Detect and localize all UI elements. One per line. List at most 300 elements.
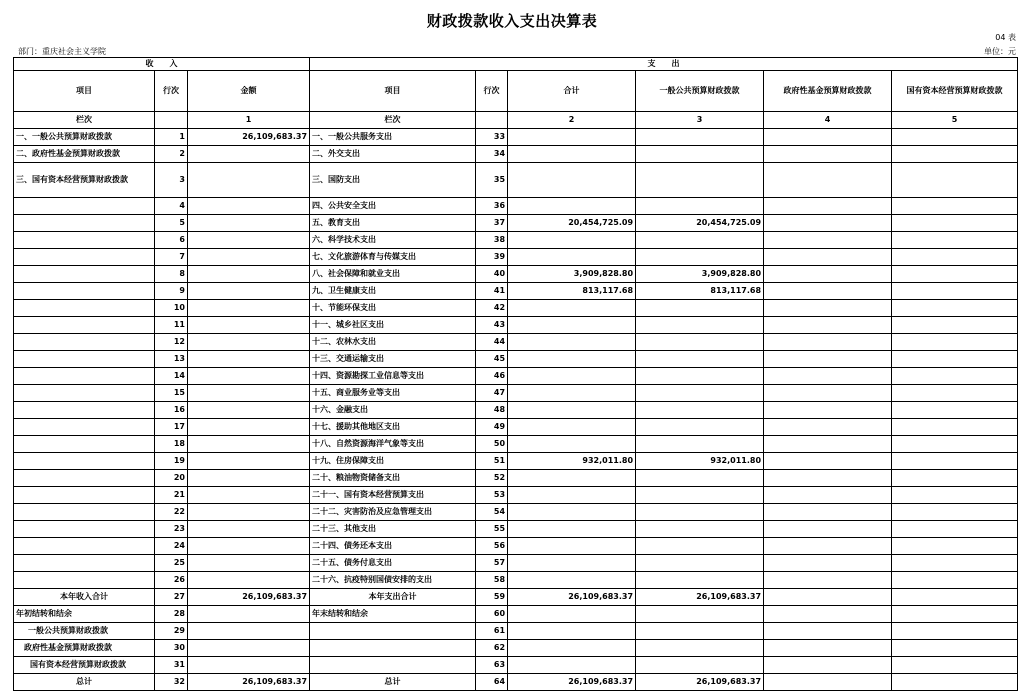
amount-cell [892,419,1018,436]
row-number: 55 [476,521,508,538]
budget-table [13,57,1018,691]
amount-cell [764,129,892,146]
row-number: 24 [155,538,188,555]
table-row [14,266,1018,283]
income-item [14,266,155,283]
row-number: 27 [155,589,188,606]
row-number: 16 [155,402,188,419]
unit-label: 单位：元 [984,47,1016,56]
row-number: 28 [155,606,188,623]
expense-item: 二十五、债务付息支出 [310,555,476,572]
income-item: 二、政府性基金预算财政拨款 [14,146,155,163]
income-item [14,317,155,334]
amount-cell [636,487,764,504]
row-number: 39 [476,249,508,266]
amount-cell [764,317,892,334]
amount-cell [764,521,892,538]
header-row-no: 行次 [155,71,188,112]
amount-cell [508,487,636,504]
income-item [14,453,155,470]
table-row [14,538,1018,555]
row-number: 38 [476,232,508,249]
expense-item: 十三、交通运输支出 [310,351,476,368]
row-number: 50 [476,436,508,453]
row-number: 7 [155,249,188,266]
expense-item: 十、节能环保支出 [310,300,476,317]
amount-cell [764,249,892,266]
amount-cell [636,572,764,589]
summary-label: 本年收入合计 [14,589,155,606]
income-item [14,555,155,572]
table-row [14,385,1018,402]
amount-cell [892,521,1018,538]
amount-cell [636,385,764,402]
amount-cell [508,436,636,453]
page-title: 财政拨款收入支出决算表 [426,12,598,30]
col-number: 3 [636,112,764,129]
header-state-capital: 国有资本经营预算财政拨款 [892,71,1018,112]
summary-label: 政府性基金预算财政拨款 [14,640,155,657]
table-row [14,351,1018,368]
amount-cell [508,198,636,215]
amount-cell: 813,117.68 [636,283,764,300]
amount-cell [188,572,310,589]
expense-item: 二、外交支出 [310,146,476,163]
header-item: 项目 [14,71,155,112]
row-number: 31 [155,657,188,674]
table-row [14,300,1018,317]
amount-cell [892,215,1018,232]
income-item: 一、一般公共预算财政拨款 [14,129,155,146]
amount-cell [636,368,764,385]
amount-cell [188,215,310,232]
amount-cell [892,538,1018,555]
amount-cell [764,300,892,317]
expense-item: 九、卫生健康支出 [310,283,476,300]
amount-cell [188,317,310,334]
amount-cell [508,163,636,198]
header-total: 合计 [508,71,636,112]
amount-cell [892,555,1018,572]
amount-cell [188,538,310,555]
row-number: 42 [476,300,508,317]
table-row [14,163,1018,198]
summary-label: 国有资本经营预算财政拨款 [14,657,155,674]
table-row [14,487,1018,504]
amount-cell: 3,909,828.80 [636,266,764,283]
amount-cell [764,555,892,572]
row-number: 49 [476,419,508,436]
expense-item: 二十、粮油物资储备支出 [310,470,476,487]
expense-item: 十二、农林水支出 [310,334,476,351]
amount-cell: 3,909,828.80 [508,266,636,283]
expense-item: 十九、住房保障支出 [310,453,476,470]
amount-cell [636,334,764,351]
amount-cell [892,334,1018,351]
amount-cell [892,436,1018,453]
amount-cell [188,198,310,215]
amount-cell [508,385,636,402]
amount-cell [636,146,764,163]
table-row [14,146,1018,163]
table-row [14,470,1018,487]
form-number: 04 表 [995,33,1016,42]
amount-cell [188,334,310,351]
amount-cell: 26,109,683.37 [188,129,310,146]
row-number: 41 [476,283,508,300]
amount-cell [188,487,310,504]
row-number: 58 [476,572,508,589]
amount-cell [764,470,892,487]
table-row [14,198,1018,215]
amount-cell [892,266,1018,283]
summary-label: 年末结转和结余 [310,606,476,623]
income-item: 三、国有资本经营预算财政拨款 [14,163,155,198]
amount-cell [636,504,764,521]
expense-item: 十四、资源勘探工业信息等支出 [310,368,476,385]
income-item [14,368,155,385]
amount-cell [188,300,310,317]
amount-cell [508,249,636,266]
amount-cell [892,504,1018,521]
amount-cell [188,419,310,436]
amount-cell [764,402,892,419]
income-item [14,504,155,521]
row-number: 3 [155,163,188,198]
income-item [14,351,155,368]
income-item [14,283,155,300]
amount-cell [764,368,892,385]
amount-cell [188,266,310,283]
amount-cell: 20,454,725.09 [508,215,636,232]
table-row [14,453,1018,470]
row-number: 11 [155,317,188,334]
amount-cell [892,232,1018,249]
amount-cell [508,317,636,334]
row-number: 33 [476,129,508,146]
table-row [14,521,1018,538]
row-number: 19 [155,453,188,470]
amount-cell [188,436,310,453]
row-number: 9 [155,283,188,300]
amount-cell [892,146,1018,163]
income-item [14,572,155,589]
expense-item: 三、国防支出 [310,163,476,198]
amount-cell [636,198,764,215]
amount-cell [764,266,892,283]
amount-cell [508,232,636,249]
amount-cell [188,249,310,266]
amount-cell [188,351,310,368]
row-number: 48 [476,402,508,419]
table-row [14,129,1018,146]
amount-cell [892,487,1018,504]
table-row [14,368,1018,385]
expense-item: 十八、自然资源海洋气象等支出 [310,436,476,453]
row-number: 1 [155,129,188,146]
row-number: 62 [476,640,508,657]
row-number: 20 [155,470,188,487]
row-number: 12 [155,334,188,351]
amount-cell [892,300,1018,317]
row-number: 51 [476,453,508,470]
amount-cell [188,146,310,163]
amount-cell [892,368,1018,385]
header-row-no: 行次 [476,71,508,112]
expense-item: 一、一般公共服务支出 [310,129,476,146]
lanci-label: 栏次 [310,112,476,129]
amount-cell: 26,109,683.37 [508,589,636,606]
header-amount: 金额 [188,71,310,112]
summary-label: 本年支出合计 [310,589,476,606]
amount-cell [188,402,310,419]
col-number: 5 [892,112,1018,129]
row-number: 18 [155,436,188,453]
amount-cell [892,249,1018,266]
amount-cell [636,538,764,555]
amount-cell [764,487,892,504]
amount-cell [508,402,636,419]
amount-cell [508,334,636,351]
lanci-label: 栏次 [14,112,155,129]
amount-cell [764,283,892,300]
amount-cell [636,300,764,317]
table-row [14,249,1018,266]
row-number: 13 [155,351,188,368]
expense-item: 二十二、灾害防治及应急管理支出 [310,504,476,521]
col-number: 4 [764,112,892,129]
row-number: 8 [155,266,188,283]
grand-total-label: 总计 [310,674,476,691]
table-row [14,215,1018,232]
table-row [14,283,1018,300]
amount-cell [188,232,310,249]
amount-cell [892,453,1018,470]
amount-cell [892,163,1018,198]
amount-cell [764,572,892,589]
amount-cell [892,129,1018,146]
income-item [14,402,155,419]
amount-cell: 26,109,683.37 [508,674,636,691]
amount-cell [508,146,636,163]
amount-cell [508,555,636,572]
table-row [14,419,1018,436]
row-number: 5 [155,215,188,232]
expense-item: 七、文化旅游体育与传媒支出 [310,249,476,266]
row-number: 10 [155,300,188,317]
expense-item: 二十四、债务还本支出 [310,538,476,555]
amount-cell [508,504,636,521]
amount-cell [764,453,892,470]
row-number: 63 [476,657,508,674]
header-gov-fund: 政府性基金预算财政拨款 [764,71,892,112]
amount-cell [764,538,892,555]
row-number: 2 [155,146,188,163]
row-number: 32 [155,674,188,691]
income-header: 收 入 [14,58,310,71]
table-row [14,334,1018,351]
amount-cell: 932,011.80 [508,453,636,470]
income-item [14,470,155,487]
income-item [14,215,155,232]
amount-cell: 26,109,683.37 [188,674,310,691]
income-item [14,249,155,266]
amount-cell [508,521,636,538]
header-item: 项目 [310,71,476,112]
row-number: 52 [476,470,508,487]
row-number: 30 [155,640,188,657]
amount-cell [188,283,310,300]
amount-cell [892,198,1018,215]
amount-cell [764,334,892,351]
amount-cell [764,436,892,453]
summary-label: 年初结转和结余 [14,606,155,623]
expense-item: 十一、城乡社区支出 [310,317,476,334]
amount-cell [764,163,892,198]
amount-cell [636,232,764,249]
row-number: 57 [476,555,508,572]
amount-cell [188,385,310,402]
amount-cell [636,521,764,538]
row-number: 23 [155,521,188,538]
amount-cell [508,538,636,555]
row-number: 60 [476,606,508,623]
amount-cell [188,368,310,385]
table-row [14,555,1018,572]
income-item [14,538,155,555]
grand-total-label: 总计 [14,674,155,691]
summary-label: 一般公共预算财政拨款 [14,623,155,640]
row-number: 34 [476,146,508,163]
amount-cell [764,232,892,249]
amount-cell: 26,109,683.37 [636,674,764,691]
expense-item: 十五、商业服务业等支出 [310,385,476,402]
expense-item: 六、科学技术支出 [310,232,476,249]
table-row [14,317,1018,334]
amount-cell [188,504,310,521]
amount-cell [764,419,892,436]
amount-cell [636,470,764,487]
header-general-budget: 一般公共预算财政拨款 [636,71,764,112]
income-item [14,300,155,317]
row-number: 59 [476,589,508,606]
amount-cell [508,419,636,436]
amount-cell [636,351,764,368]
income-item [14,419,155,436]
row-number: 54 [476,504,508,521]
amount-cell [508,300,636,317]
income-item [14,521,155,538]
expense-header: 支 出 [310,58,1018,71]
row-number: 14 [155,368,188,385]
amount-cell [188,470,310,487]
expense-item: 十六、金融支出 [310,402,476,419]
row-number: 36 [476,198,508,215]
amount-cell [636,555,764,572]
expense-item: 十七、援助其他地区支出 [310,419,476,436]
col-number: 2 [508,112,636,129]
income-item [14,385,155,402]
row-number: 44 [476,334,508,351]
income-item [14,334,155,351]
row-number: 56 [476,538,508,555]
table-row [14,504,1018,521]
amount-cell [892,470,1018,487]
amount-cell [508,351,636,368]
row-number: 40 [476,266,508,283]
row-number: 37 [476,215,508,232]
row-number: 17 [155,419,188,436]
income-item [14,198,155,215]
amount-cell [508,572,636,589]
amount-cell [764,504,892,521]
table-row [14,436,1018,453]
row-number: 22 [155,504,188,521]
amount-cell: 26,109,683.37 [188,589,310,606]
amount-cell [188,555,310,572]
income-item [14,436,155,453]
row-number: 61 [476,623,508,640]
amount-cell: 932,011.80 [636,453,764,470]
amount-cell [764,198,892,215]
row-number: 26 [155,572,188,589]
expense-item: 二十一、国有资本经营预算支出 [310,487,476,504]
amount-cell [892,283,1018,300]
expense-item: 二十六、抗疫特别国债安排的支出 [310,572,476,589]
row-number: 64 [476,674,508,691]
amount-cell [188,521,310,538]
amount-cell [636,402,764,419]
row-number: 21 [155,487,188,504]
row-number: 43 [476,317,508,334]
amount-cell [508,470,636,487]
amount-cell [636,317,764,334]
row-number: 35 [476,163,508,198]
table-row [14,572,1018,589]
amount-cell [892,572,1018,589]
expense-item: 八、社会保障和就业支出 [310,266,476,283]
amount-cell [636,419,764,436]
amount-cell [764,146,892,163]
row-number: 25 [155,555,188,572]
income-item [14,487,155,504]
amount-cell [636,249,764,266]
amount-cell: 813,117.68 [508,283,636,300]
amount-cell: 26,109,683.37 [636,589,764,606]
table-row [14,402,1018,419]
amount-cell [636,436,764,453]
row-number: 47 [476,385,508,402]
row-number: 53 [476,487,508,504]
amount-cell [508,129,636,146]
row-number: 6 [155,232,188,249]
amount-cell [188,163,310,198]
row-number: 15 [155,385,188,402]
table-row [14,232,1018,249]
expense-item: 五、教育支出 [310,215,476,232]
amount-cell [892,402,1018,419]
expense-item: 四、公共安全支出 [310,198,476,215]
row-number: 29 [155,623,188,640]
amount-cell [892,317,1018,334]
amount-cell [764,385,892,402]
amount-cell [764,351,892,368]
col-number: 1 [188,112,310,129]
amount-cell [508,368,636,385]
amount-cell [764,215,892,232]
expense-item: 二十三、其他支出 [310,521,476,538]
department-label: 部门：重庆社会主义学院 [18,47,106,56]
